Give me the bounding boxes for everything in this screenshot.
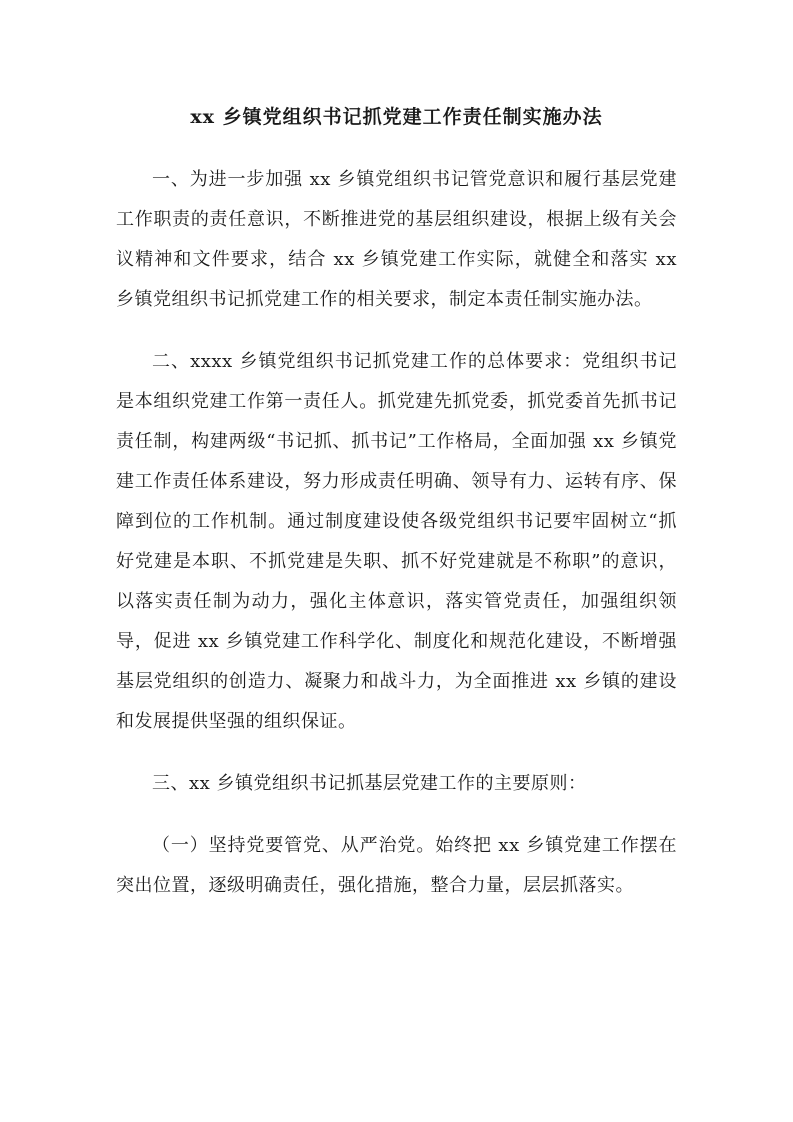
paragraph-1: 一、为进一步加强 xx 乡镇党组织书记管党意识和履行基层党建工作职责的责任意识，不断推进党的基层组织建设，根据上级有关会议精神和文件要求，结合 xx 乡镇党建工作实际，就健全和落实 xx 乡镇党组织书记抓党建工作的相关要求，制定本责任制实施办法。 [116, 169, 677, 310]
document-body [116, 160, 677, 928]
paragraph-3: 三、xx 乡镇党组织书记抓基层党建工作的主要原则： [152, 773, 587, 794]
paragraph-2: 二、xxxx 乡镇党组织书记抓党建工作的总体要求：党组织书记是本组织党建工作第一责任人。抓党建先抓党委，抓党委首先抓书记责任制，构建两级“书记抓、抓书记”工作格局，全面加强 xx 乡镇党建工作责任体系建设，努力形成责任明确、领导有力、运转有序、保障到位的工作机制。通过制度建设使各级党组织书记要牢固树立“抓好党建是本职、不抓党建是失职、抓不好党建就是不称职”的意识，以落实责任制为动力，强化主体意识，落实管党责任，加强组织领导，促进 xx 乡镇党建工作科学化、制度化和规范化建设，不断增强基层党组织的创造力、凝聚力和战斗力，为全面推进 xx 乡镇的建设和发展提供坚强的组织保证。 [116, 351, 677, 732]
document-title: xx 乡镇党组织书记抓党建工作责任制实施办法 [190, 106, 603, 128]
paragraph-4: （一）坚持党要管党、从严治党。始终把 xx 乡镇党建工作摆在突出位置，逐级明确责任，强化措施，整合力量，层层抓落实。 [116, 835, 677, 896]
